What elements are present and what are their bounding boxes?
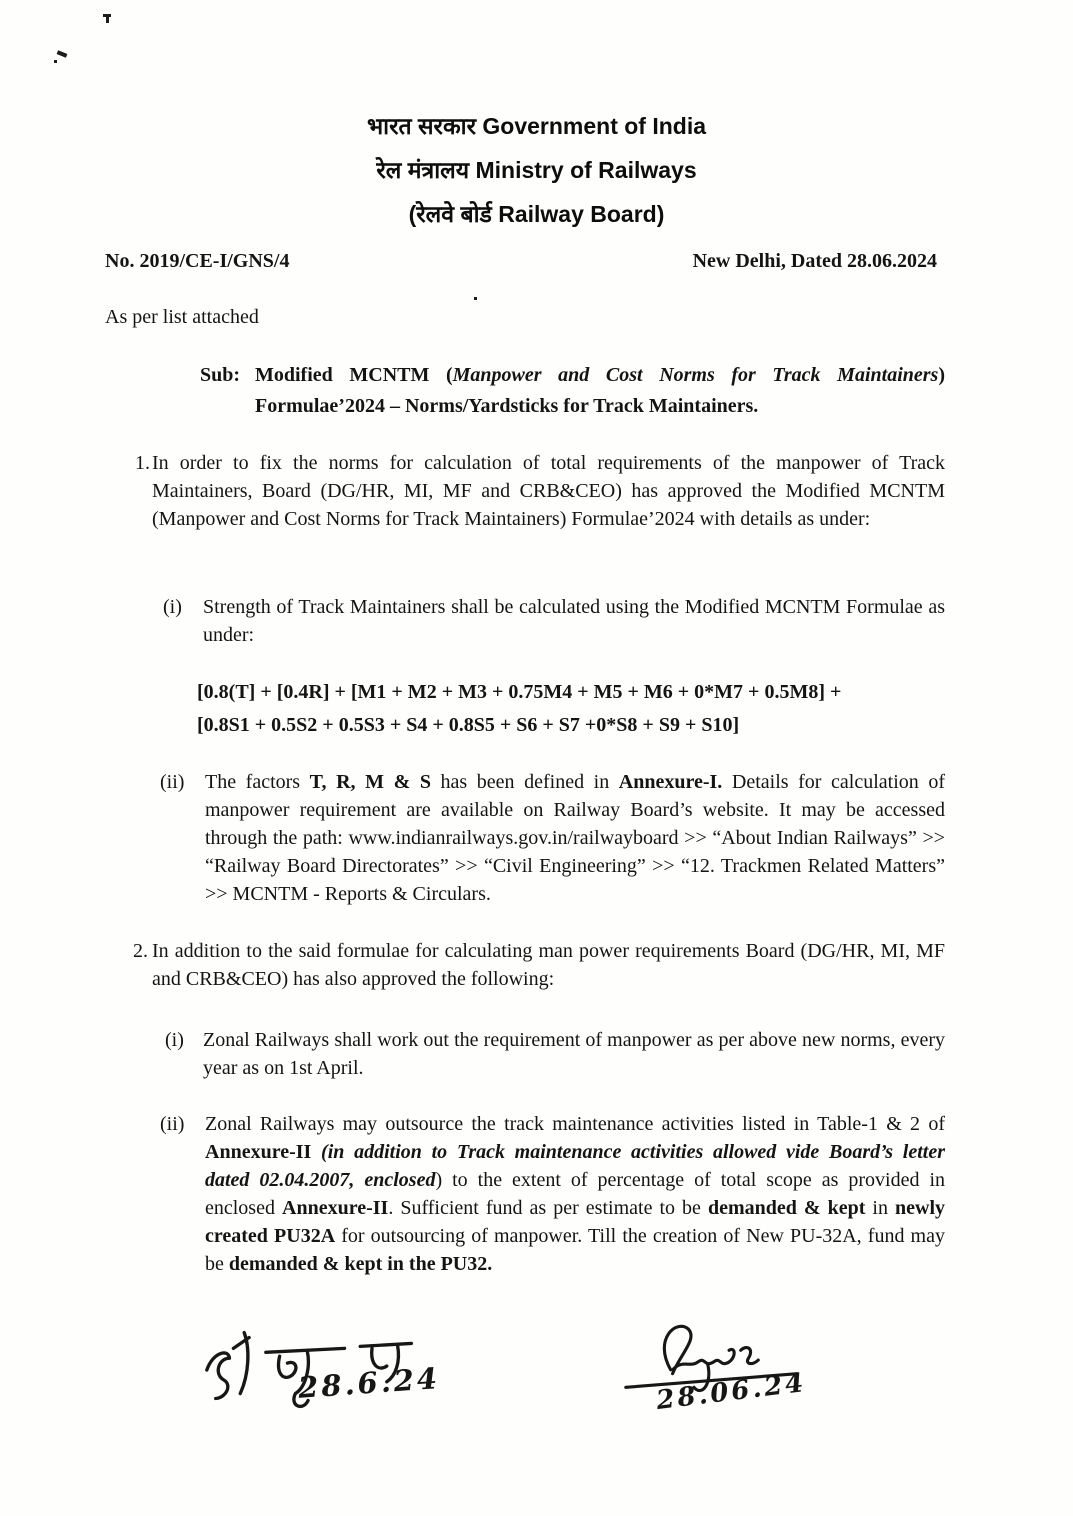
signature-right-date: 28.06.24 (654, 1367, 808, 1417)
letterhead (0, 104, 1073, 236)
para-1-text: In order to fix the norms for calculation of total requirements of the manpower of Track Maintainers, Board (DG/HR, MI, MF and CRB&CEO) has approved the Modified MCNTM (Manpower and Cost Norms for Track Maintainers) Formulae’2024 with details as under: (152, 452, 945, 530)
list-marker: (ii) (160, 771, 185, 793)
clause-2-ii-text: Zonal Railways may outsource the track maintenance activities listed in Table-1 & 2 of Annexure-II (in addition to Track maintenance activities allowed vide Board’s letter dated 02.04.2007, enclosed) to the extent of percentage of total scope as provided in enclosed Annexure-II. Sufficient fund as per estimate to be demanded & kept in newly created PU32A for outsourcing of manpower. Till the creation of New PU-32A, fund may be demanded & kept in the PU32. (205, 1113, 946, 1275)
scan-speck (54, 60, 57, 63)
addressee-line: As per list attached (105, 306, 259, 328)
letterhead-line-govt-of-india: भारत सरकार Government of India (366, 113, 707, 139)
mcntm-formula: [0.8(T] + [0.4R] + [M1 + M2 + M3 + 0.75M4 + M5 + M6 + 0*M7 + 0.5M8] + [0.8S1 + 0.5S2 + 0.5S3 + S4 + 0.8S5 + S6 + S7 +0*S8 + S9 + S10] (197, 681, 842, 736)
clause-1-i-text: Strength of Track Maintainers shall be calculated using the Modified MCNTM Formulae as under: (203, 596, 945, 646)
clause-2-i (165, 1026, 945, 1082)
letterhead-line-railway-board: (रेलवे बोर्ड Railway Board) (408, 201, 665, 227)
list-marker: (i) (165, 1029, 184, 1051)
list-marker: (i) (163, 596, 182, 618)
clause-1-ii-text: The factors T, R, M & S has been defined in Annexure-I. Details for calculation of manpower requirement are available on Railway Board’s website. It may be accessed through the path: www.indianrailways.gov.in/railwayboard >> “About Indian Railways” >> “Railway Board Directorates” >> “Civil Engineering” >> “12. Trackmen Related Matters” >> MCNTM - Reports & Circulars. (205, 771, 945, 905)
clause-1-i (163, 593, 945, 649)
list-marker: 2. (133, 940, 148, 962)
place-and-date: New Delhi, Dated 28.06.2024 (692, 250, 937, 272)
clause-1-ii (160, 768, 945, 908)
para-1 (135, 449, 945, 533)
signature-left-date: 28.6.24 (296, 1361, 442, 1405)
clause-2-i-text: Zonal Railways shall work out the requirement of manpower as per above new norms, every year as on 1st April. (203, 1029, 945, 1079)
reference-row (105, 250, 937, 273)
scan-speck (106, 17, 109, 23)
para-2-text: In addition to the said formulae for calculating man power requirements Board (DG/HR, MI, MF and CRB&CEO) has also approved the following: (152, 940, 945, 990)
list-marker: (ii) (160, 1113, 185, 1135)
letterhead-line-ministry-of-railways: रेल मंत्रालय Ministry of Railways (376, 157, 697, 183)
scan-speck (474, 297, 477, 300)
subject-label: Sub: (200, 364, 241, 386)
scan-speck (57, 50, 68, 57)
subject-block (200, 360, 945, 422)
ref-number: No. 2019/CE-I/GNS/4 (105, 250, 290, 272)
clause-2-ii (160, 1110, 945, 1278)
subject-text: Modified MCNTM (Manpower and Cost Norms for Track Maintainers) Formulae’2024 – Norms/Yardsticks for Track Maintainers. (255, 364, 945, 417)
para-2 (133, 937, 945, 993)
list-marker: 1. (135, 452, 150, 474)
